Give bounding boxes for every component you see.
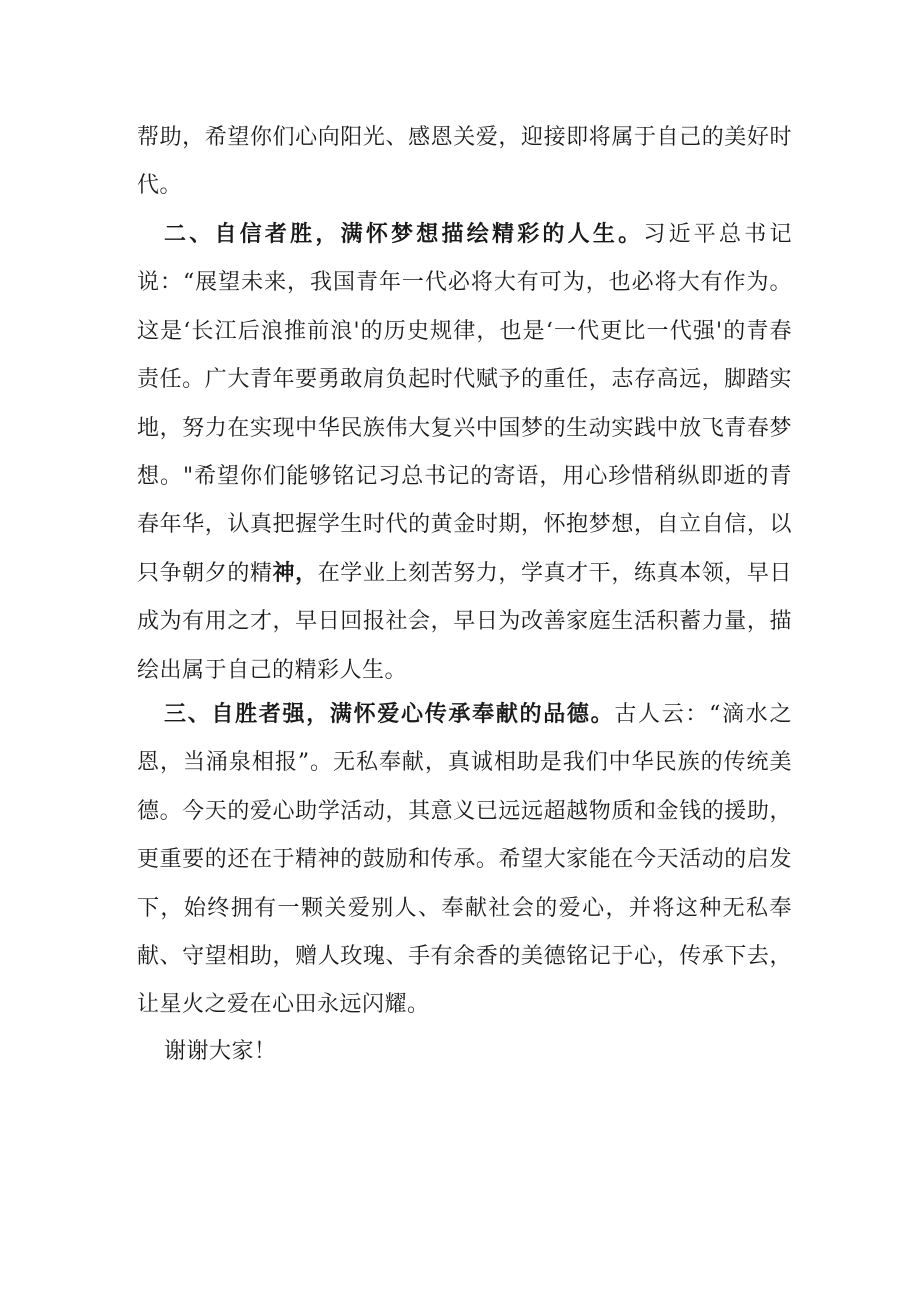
paragraph-continuation: 帮助，希望你们心向阳光、感恩关爱，迎接即将属于自己的美好时代。 <box>137 125 792 199</box>
paragraph-2-body-b: 在学业上刻苦努力，学真才干，练真本领，早日成为有用之才，早日回报社会，早日为改善家庭生活积蓄力量，描绘出属于自己的精彩人生。 <box>137 560 792 683</box>
section-heading-3: 三、自胜者强，满怀爱心传承奉献的品德。 <box>164 702 615 727</box>
paragraph-self-mastery <box>137 691 792 1030</box>
paragraph-2-emphasis: 神， <box>272 560 318 586</box>
paragraph-self-confidence <box>137 211 792 695</box>
closing-remark: 谢谢大家！ <box>164 1039 277 1064</box>
section-heading-2: 二、自信者胜，满怀梦想描绘精彩的人生。 <box>164 222 644 247</box>
paragraph-2-body-a: 习近平总书记说：“展望未来，我国青年一代必将大有可为，也必将大有作为。这是‘长江后浪推前浪'的历史规律，也是‘一代更比一代强'的青春责任。广大青年要勇敢肩负起时代赋予的重任，志存高远，脚踏实地，努力在实现中华民族伟大复兴中国梦的生动实践中放飞青春梦想。"希望你们能够铭记习总书记的寄语，用心珍惜稍纵即逝的青春年华，认真把握学生时代的黄金时期，怀抱梦想，自立自信，以只争朝夕的精 <box>137 222 792 586</box>
paragraph-3-body: 古人云：“滴水之恩，当涌泉相报”。无私奉献，真诚相助是我们中华民族的传统美德。今天的爱心助学活动，其意义已远远超越物质和金钱的援助，更重要的还在于精神的鼓励和传承。希望大家能在今天活动的启发下，始终拥有一颗关爱别人、奉献社会的爱心，并将这种无私奉献、守望相助，赠人玫瑰、手有余香的美德铭记于心，传承下去，让星火之爱在心田永远闪耀。 <box>137 702 792 1018</box>
